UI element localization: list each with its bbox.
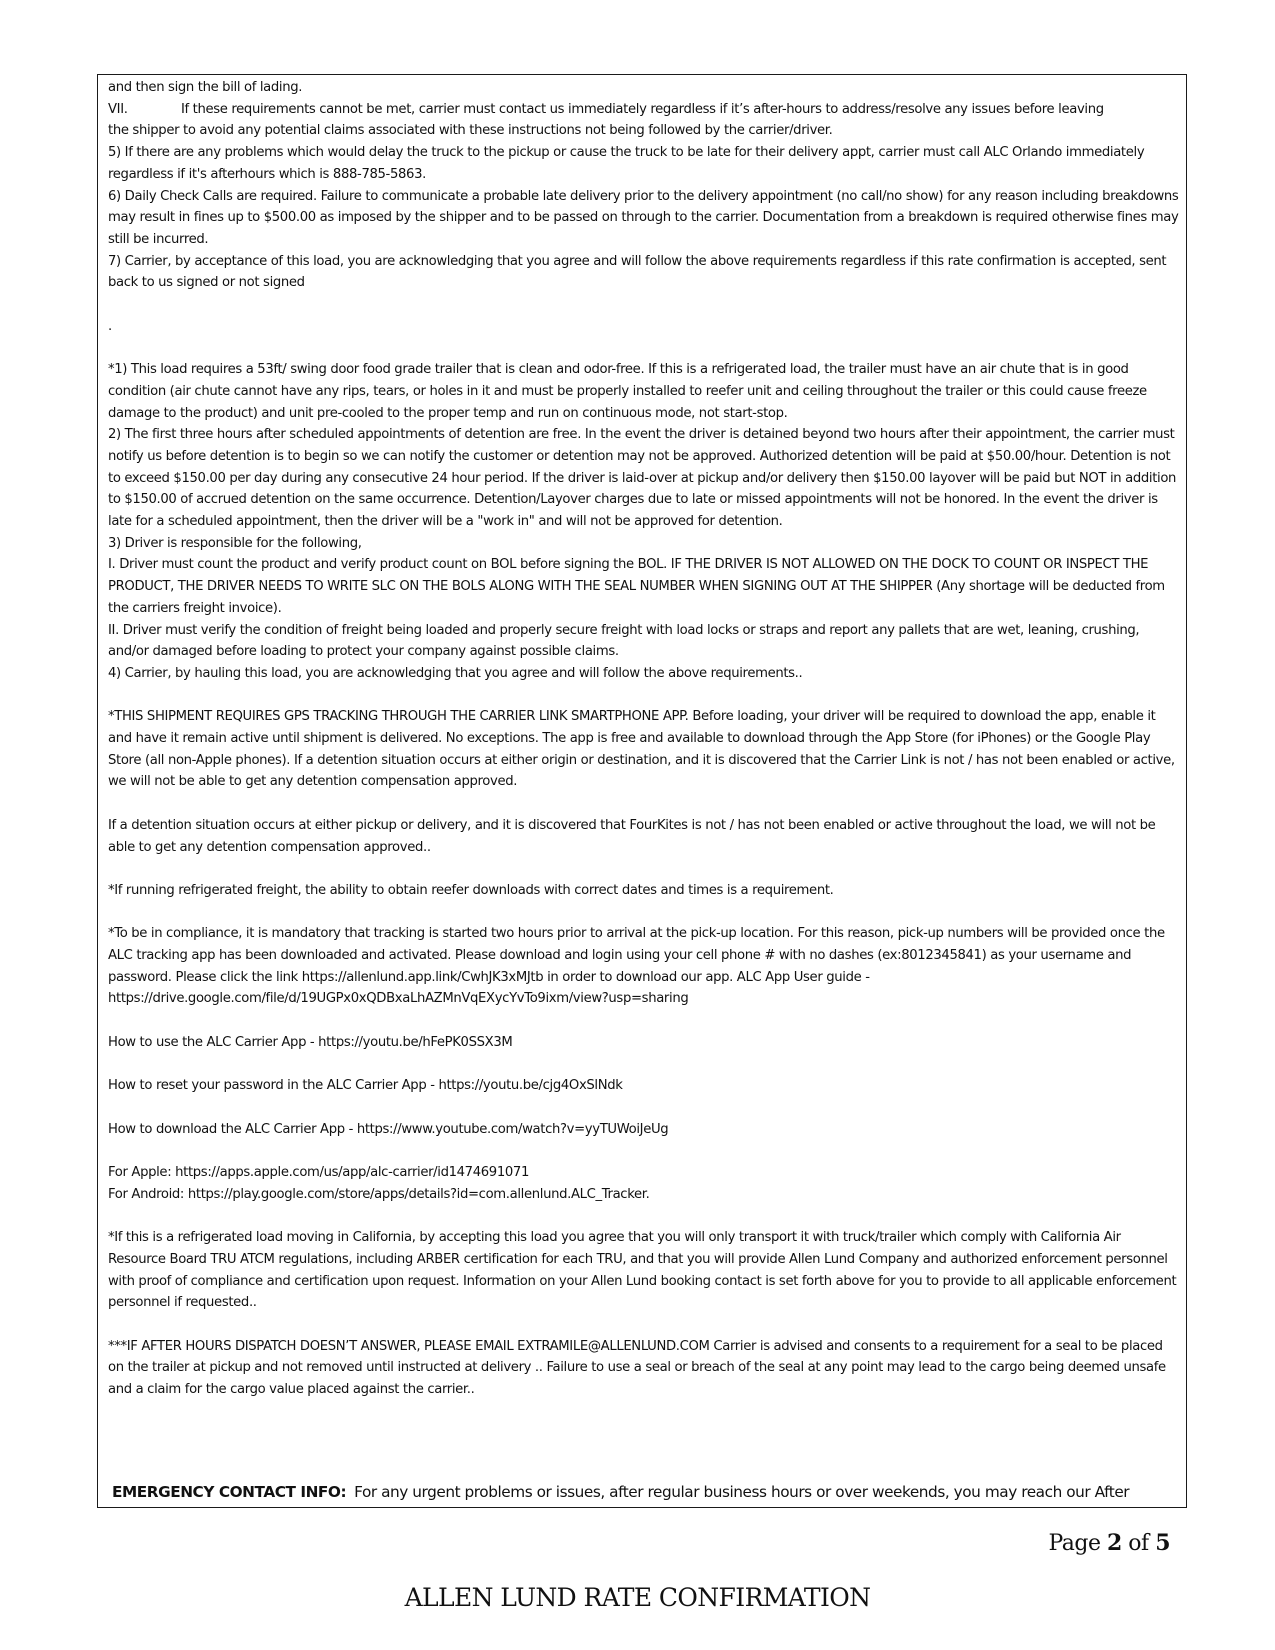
emergency-text: For any urgent problems or issues, after regular business hours or over weekends, you may reach our After [354, 1483, 1130, 1501]
roman-vii-continuation: the shipper to avoid any potential claims associated with these instructions not being followed by the carrier/driver. [108, 123, 833, 139]
requirement-1: *1) This load requires a 53ft/ swing door food grade trailer that is clean and odor-free. If this is a refrigerated load, the trailer must have an air chute that is in good condition (air chute cannot have any rips, tears, or holes in it and must be properly installed to reefer unit and ceiling throughout the trailer or this could cause freeze damage to the product) and unit pre-cooled to the proper temp and run on continuous mode, not start-stop. [108, 362, 1147, 421]
terms-body [108, 77, 1182, 1401]
continued-line: and then sign the bill of lading. [108, 80, 303, 95]
roman-vii-number: VII. [108, 101, 128, 117]
compliance-notice: *To be in compliance, it is mandatory that tracking is started two hours prior to arrival at the pick-up location. For this reason, pick-up numbers will be provided once the ALC tracking app has been downloaded and activated. Please download and login using your cell phone # with no dashes (ex:8012345841) as your username and password. Please click the link https://allenlund.app.link/CwhJK3xMJtb in order to download our app. ALC App User guide - https://drive.google.com/file/d/19UGPx0xQDBxaLhAZMnVqEXycYvTo9ixm/view?usp=sharing [108, 926, 1165, 1007]
california-notice: *If this is a refrigerated load moving in California, by accepting this load you agree that you will only transport it with truck/trailer which comply with California Air Resource Board TRU ATCM regulations, including ARBER certification for each TRU, and that you will provide Allen Lund Company and authorized enforcement personnel with proof of compliance and certification upon request. Information on your Allen Lund booking contact is set forth above for you to provide to all applicable enforcement personnel if requested.. [108, 1230, 1177, 1311]
requirement-3: 3) Driver is responsible for the following, [108, 535, 362, 551]
emergency-label: EMERGENCY CONTACT INFO: [112, 1483, 347, 1501]
apple-link: For Apple: https://apps.apple.com/us/app/alc-carrier/id1474691071 [108, 1165, 529, 1180]
howto-download-link: How to download the ALC Carrier App - https://www.youtube.com/watch?v=yyTUWoiJeUg [108, 1121, 669, 1137]
roman-vii-line [108, 99, 1182, 121]
howto-reset-link: How to reset your password in the ALC Carrier App - https://youtu.be/cjg4OxSlNdk [108, 1078, 623, 1094]
item-5: 5) If there are any problems which would delay the truck to the pickup or cause the truck to be late for their delivery appt, carrier must call ALC Orlando immediately regardless if it's afterhours which is 888-785-5863. [108, 145, 1145, 182]
total-pages: 5 [1155, 1530, 1170, 1556]
page-word: Page [1048, 1531, 1101, 1556]
requirement-3-i: I. Driver must count the product and verify product count on BOL before signing the BOL. IF THE DRIVER IS NOT ALLOWED ON THE DOCK TO COUNT OR INSPECT THE PRODUCT, THE DRIVER NEEDS TO WRITE SLC ON THE BOLS ALONG WITH THE SEAL NUMBER WHEN SIGNING OUT AT THE SHIPPER (Any shortage will be deducted from the carriers freight invoice). [108, 557, 1165, 616]
item-7: 7) Carrier, by acceptance of this load, you are acknowledging that you agree and will follow the above requirements regardless if this rate confirmation is accepted, sent back to us signed or not signed [108, 253, 1167, 291]
of-word: of [1128, 1531, 1149, 1556]
emergency-contact [112, 1481, 1182, 1503]
reefer-notice: *If running refrigerated freight, the ability to obtain reefer downloads with correct dates and times is a requirement. [108, 882, 834, 898]
android-link: For Android: https://play.google.com/store/apps/details?id=com.allenlund.ALC_Tracker. [108, 1186, 650, 1202]
gps-tracking-notice: *THIS SHIPMENT REQUIRES GPS TRACKING THROUGH THE CARRIER LINK SMARTPHONE APP. Before loading, your driver will be required to download the app, enable it and have it remain active until shipment is delivered. No exceptions. The app is free and available to download through the App Store (for iPhones) or the Google Play Store (all non-Apple phones). If a detention situation occurs at either origin or destination, and it is discovered that the Carrier Link is not / has not been enabled or active, we will not be able to get any detention compensation approved. [108, 709, 1175, 790]
separator-dot: . [108, 318, 112, 334]
howto-use-link: How to use the ALC Carrier App - https://youtu.be/hFePK0SSX3M [108, 1034, 513, 1050]
after-hours-notice: ***IF AFTER HOURS DISPATCH DOESN’T ANSWER, PLEASE EMAIL EXTRAMILE@ALLENLUND.COM Carrier is advised and consents to a requirement for a seal to be placed on the trailer at pickup and not removed until instructed at delivery .. Failure to use a seal or breach of the seal at any point may lead to the cargo being deemed unsafe and a claim for the cargo value placed against the carrier.. [108, 1338, 1166, 1397]
roman-vii-text: If these requirements cannot be met, carrier must contact us immediately regardless if it’s after-hours to address/resolve any issues before leaving [181, 101, 1104, 117]
requirement-4: 4) Carrier, by hauling this load, you are acknowledging that you agree and will follow the above requirements.. [108, 665, 803, 681]
fourkites-notice: If a detention situation occurs at either pickup or delivery, and it is discovered that FourKites is not / has not been enabled or active throughout the load, we will not be able to get any detention compensation approved.. [108, 817, 1156, 855]
document-title: ALLEN LUND RATE CONFIRMATION [404, 1583, 871, 1612]
current-page: 2 [1106, 1530, 1122, 1556]
page-number [1048, 1530, 1170, 1556]
item-6: 6) Daily Check Calls are required. Failure to communicate a probable late delivery prior to the delivery appointment (no call/no show) for any reason including breakdowns may result in fines up to $500.00 as imposed by the shipper and to be passed on through to the carrier. Documentation from a breakdown is required otherwise fines may still be incurred. [108, 188, 1179, 247]
terms-box [97, 74, 1187, 1508]
requirement-3-ii: II. Driver must verify the condition of freight being loaded and properly secure freight with load locks or straps and report any pallets that are wet, leaning, crushing, and/or damaged before loading to protect your company against possible claims. [108, 622, 1140, 660]
requirement-2: 2) The first three hours after scheduled appointments of detention are free. In the event the driver is detained beyond two hours after their appointment, the carrier must notify us before detention is to begin so we can notify the customer or detention may not be approved. Authorized detention will be paid at $50.00/hour. Detention is not to exceed $150.00 per day during any consecutive 24 hour period. If the driver is laid-over at pickup and/or delivery then $150.00 layover will be paid but NOT in addition to $150.00 of accrued detention on the same occurrence. Detention/Layover charges due to late or missed appointments will not be honored. In the event the driver is late for a scheduled appointment, then the driver will be a "work in" and will not be approved for detention. [108, 427, 1177, 530]
